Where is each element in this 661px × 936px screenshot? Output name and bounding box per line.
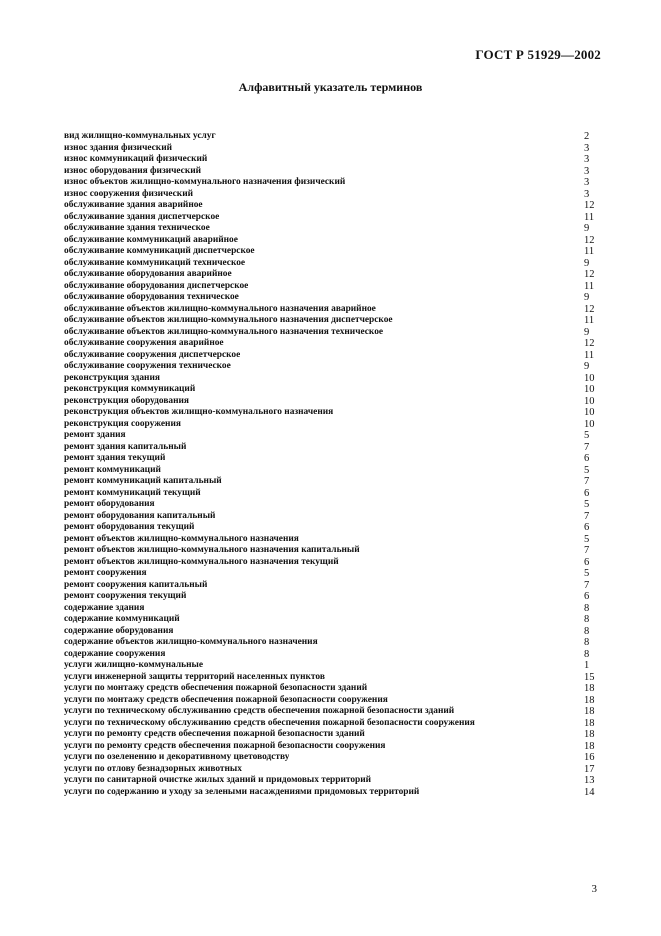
index-term: обслуживание оборудования аварийное <box>64 269 232 279</box>
index-entry <box>64 430 604 442</box>
index-term: услуги по ремонту средств обеспечения пожарной безопасности зданий <box>64 729 365 739</box>
index-entry <box>64 442 604 454</box>
index-term: ремонт здания текущий <box>64 453 166 463</box>
term-index <box>64 131 604 798</box>
index-entry <box>64 453 604 465</box>
index-term: ремонт оборудования текущий <box>64 522 195 532</box>
index-entry <box>64 292 604 304</box>
index-term: ремонт сооружения капитальный <box>64 579 208 590</box>
index-entry <box>64 269 604 281</box>
index-page-ref: 3 <box>584 177 590 188</box>
index-entry <box>64 488 604 500</box>
index-page-ref: 8 <box>584 648 590 660</box>
index-term: содержание сооружения <box>64 648 166 659</box>
index-page-ref: 10 <box>584 395 595 407</box>
index-entry <box>64 327 604 339</box>
index-page-ref: 7 <box>584 510 590 522</box>
index-page-ref: 18 <box>584 694 595 706</box>
index-page-ref: 9 <box>584 292 590 303</box>
index-page-ref: 8 <box>584 614 590 625</box>
index-entry <box>64 499 604 511</box>
index-term: услуги по ремонту средств обеспечения пожарной безопасности сооружения <box>64 740 386 751</box>
index-entry <box>64 718 604 730</box>
index-entry <box>64 752 604 764</box>
index-entry <box>64 741 604 753</box>
index-term: реконструкция оборудования <box>64 395 189 406</box>
index-term: услуги по содержанию и уходу за зелеными насаждениями придомовых территорий <box>64 786 420 797</box>
index-term: обслуживание здания диспетчерское <box>64 211 220 222</box>
index-entry <box>64 683 604 695</box>
index-entry <box>64 787 604 799</box>
index-page-ref: 12 <box>584 269 595 280</box>
index-term: обслуживание коммуникаций техническое <box>64 257 246 268</box>
index-page-ref: 11 <box>584 211 595 223</box>
index-term: услуги по техническому обслуживанию средств обеспечения пожарной безопасности сооружения <box>64 717 475 728</box>
index-page-ref: 6 <box>584 591 590 602</box>
index-term: содержание объектов жилищно-коммунального назначения <box>64 637 318 647</box>
index-page-ref: 8 <box>584 602 590 614</box>
index-page-ref: 9 <box>584 326 590 338</box>
index-page-ref: 10 <box>584 407 595 418</box>
index-term: износ сооружения физический <box>64 188 193 199</box>
index-page-ref: 10 <box>584 384 595 395</box>
index-entry <box>64 246 604 258</box>
index-term: реконструкция здания <box>64 372 160 383</box>
index-entry <box>64 315 604 327</box>
index-term: обслуживание сооружения аварийное <box>64 338 224 348</box>
index-page-ref: 7 <box>584 579 590 591</box>
index-term: обслуживание коммуникаций диспетчерское <box>64 246 255 256</box>
index-term: ремонт коммуникаций <box>64 464 161 475</box>
index-term: ремонт сооружения <box>64 568 147 578</box>
index-entry <box>64 603 604 615</box>
index-term: износ здания физический <box>64 142 172 153</box>
index-page-ref: 12 <box>584 200 595 211</box>
index-entry <box>64 281 604 293</box>
index-entry <box>64 476 604 488</box>
index-entry <box>64 131 604 143</box>
index-page-ref: 5 <box>584 430 590 441</box>
index-page-ref: 18 <box>584 717 595 729</box>
index-page-ref: 5 <box>584 464 590 476</box>
index-page-ref: 12 <box>584 234 595 246</box>
index-page-ref: 1 <box>584 660 590 671</box>
index-entry <box>64 350 604 362</box>
index-entry <box>64 373 604 385</box>
document-standard-header: ГОСТ Р 51929—2002 <box>475 47 601 62</box>
index-entry <box>64 775 604 787</box>
index-page-ref: 3 <box>584 165 590 177</box>
index-entry <box>64 304 604 316</box>
index-page-ref: 14 <box>584 786 595 798</box>
index-entry <box>64 706 604 718</box>
index-page-ref: 6 <box>584 522 590 533</box>
index-entry <box>64 545 604 557</box>
index-entry <box>64 764 604 776</box>
index-entry <box>64 568 604 580</box>
index-term: ремонт оборудования <box>64 499 155 509</box>
index-entry <box>64 419 604 431</box>
index-entry <box>64 396 604 408</box>
index-term: реконструкция коммуникаций <box>64 384 196 394</box>
index-term: износ объектов жилищно-коммунального назначения физический <box>64 177 346 187</box>
index-entry <box>64 695 604 707</box>
index-page-ref: 5 <box>584 568 590 579</box>
index-entry <box>64 258 604 270</box>
index-entry <box>64 212 604 224</box>
index-term: услуги по озеленению и декоративному цветоводству <box>64 752 290 762</box>
index-page-ref: 18 <box>584 740 595 752</box>
index-page-ref: 2 <box>584 131 590 142</box>
index-term: обслуживание оборудования техническое <box>64 292 239 302</box>
index-term: вид жилищно-коммунальных услуг <box>64 131 216 141</box>
index-term: обслуживание сооружения техническое <box>64 361 231 371</box>
index-entry <box>64 649 604 661</box>
index-term: содержание здания <box>64 602 145 613</box>
index-page-ref: 18 <box>584 706 595 717</box>
index-term: реконструкция объектов жилищно-коммунального назначения <box>64 407 334 417</box>
index-term: содержание оборудования <box>64 625 174 636</box>
index-page-ref: 6 <box>584 487 590 499</box>
index-term: обслуживание сооружения диспетчерское <box>64 349 241 360</box>
index-entry <box>64 557 604 569</box>
index-page-ref: 5 <box>584 533 590 545</box>
index-page-ref: 3 <box>584 154 590 165</box>
index-entry <box>64 166 604 178</box>
index-page-ref: 16 <box>584 752 595 763</box>
index-term: обслуживание коммуникаций аварийное <box>64 234 238 245</box>
index-term: обслуживание объектов жилищно-коммунального назначения техническое <box>64 326 384 337</box>
index-page-ref: 10 <box>584 418 595 430</box>
index-term: услуги по монтажу средств обеспечения пожарной безопасности зданий <box>64 683 368 693</box>
index-page-ref: 6 <box>584 556 590 568</box>
index-term: обслуживание объектов жилищно-коммунального назначения диспетчерское <box>64 315 393 325</box>
index-term: износ оборудования физический <box>64 165 202 176</box>
index-page-ref: 3 <box>584 142 590 154</box>
index-page-ref: 7 <box>584 441 590 453</box>
index-term: ремонт объектов жилищно-коммунального назначения текущий <box>64 556 339 567</box>
index-entry <box>64 154 604 166</box>
index-entry <box>64 189 604 201</box>
index-entry <box>64 200 604 212</box>
index-term: износ коммуникаций физический <box>64 154 208 164</box>
index-entry <box>64 384 604 396</box>
index-entry <box>64 235 604 247</box>
index-page-ref: 3 <box>584 188 590 200</box>
page-number: 3 <box>591 883 597 895</box>
index-page-ref: 5 <box>584 499 590 510</box>
index-entry <box>64 522 604 534</box>
index-term: услуги инженерной защиты территорий населенных пунктов <box>64 671 325 682</box>
index-entry <box>64 177 604 189</box>
index-term: услуги жилищно-коммунальные <box>64 660 204 670</box>
index-term: обслуживание здания аварийное <box>64 200 203 210</box>
index-page-ref: 12 <box>584 303 595 315</box>
index-entry <box>64 626 604 638</box>
index-term: обслуживание объектов жилищно-коммунального назначения аварийное <box>64 303 376 314</box>
index-entry <box>64 361 604 373</box>
index-entry <box>64 672 604 684</box>
index-page-ref: 12 <box>584 338 595 349</box>
index-page-ref: 17 <box>584 763 595 775</box>
index-page-ref: 11 <box>584 349 595 361</box>
index-page-ref: 18 <box>584 683 595 694</box>
index-page-ref: 11 <box>584 280 595 292</box>
index-entry <box>64 614 604 626</box>
index-entry <box>64 534 604 546</box>
index-entry <box>64 580 604 592</box>
index-term: услуги по техническому обслуживанию средств обеспечения пожарной безопасности зданий <box>64 706 455 716</box>
index-term: реконструкция сооружения <box>64 418 181 429</box>
index-term: услуги по отлову безнадзорных животных <box>64 763 242 774</box>
index-term: ремонт коммуникаций капитальный <box>64 476 222 486</box>
index-page-ref: 9 <box>584 223 590 234</box>
index-page-ref: 15 <box>584 671 595 683</box>
index-page-ref: 7 <box>584 476 590 487</box>
index-page-ref: 9 <box>584 361 590 372</box>
index-page-ref: 7 <box>584 545 590 556</box>
index-page-ref: 13 <box>584 775 595 786</box>
index-term: содержание коммуникаций <box>64 614 180 624</box>
index-term: ремонт коммуникаций текущий <box>64 487 201 498</box>
index-entry <box>64 223 604 235</box>
index-page-ref: 18 <box>584 729 595 740</box>
index-entry <box>64 465 604 477</box>
index-term: услуги по монтажу средств обеспечения пожарной безопасности сооружения <box>64 694 388 705</box>
index-page-ref: 11 <box>584 246 595 257</box>
index-term: обслуживание оборудования диспетчерское <box>64 280 249 291</box>
index-term: ремонт объектов жилищно-коммунального назначения капитальный <box>64 545 360 555</box>
index-page-ref: 8 <box>584 625 590 637</box>
index-term: ремонт сооружения текущий <box>64 591 187 601</box>
index-entry <box>64 338 604 350</box>
index-entry <box>64 511 604 523</box>
index-page-ref: 9 <box>584 257 590 269</box>
index-entry <box>64 407 604 419</box>
index-term: ремонт оборудования капитальный <box>64 510 216 521</box>
index-term: ремонт объектов жилищно-коммунального назначения <box>64 533 299 544</box>
index-term: услуги по санитарной очистке жилых зданий и придомовых территорий <box>64 775 372 785</box>
index-title: Алфавитный указатель терминов <box>238 80 423 94</box>
index-page-ref: 10 <box>584 372 595 384</box>
index-term: ремонт здания <box>64 430 126 440</box>
index-page-ref: 6 <box>584 453 590 464</box>
index-page-ref: 11 <box>584 315 595 326</box>
index-entry <box>64 637 604 649</box>
index-page-ref: 8 <box>584 637 590 648</box>
index-term: ремонт здания капитальный <box>64 441 187 452</box>
index-entry <box>64 660 604 672</box>
index-term: обслуживание здания техническое <box>64 223 210 233</box>
index-entry <box>64 143 604 155</box>
index-entry <box>64 729 604 741</box>
index-entry <box>64 591 604 603</box>
